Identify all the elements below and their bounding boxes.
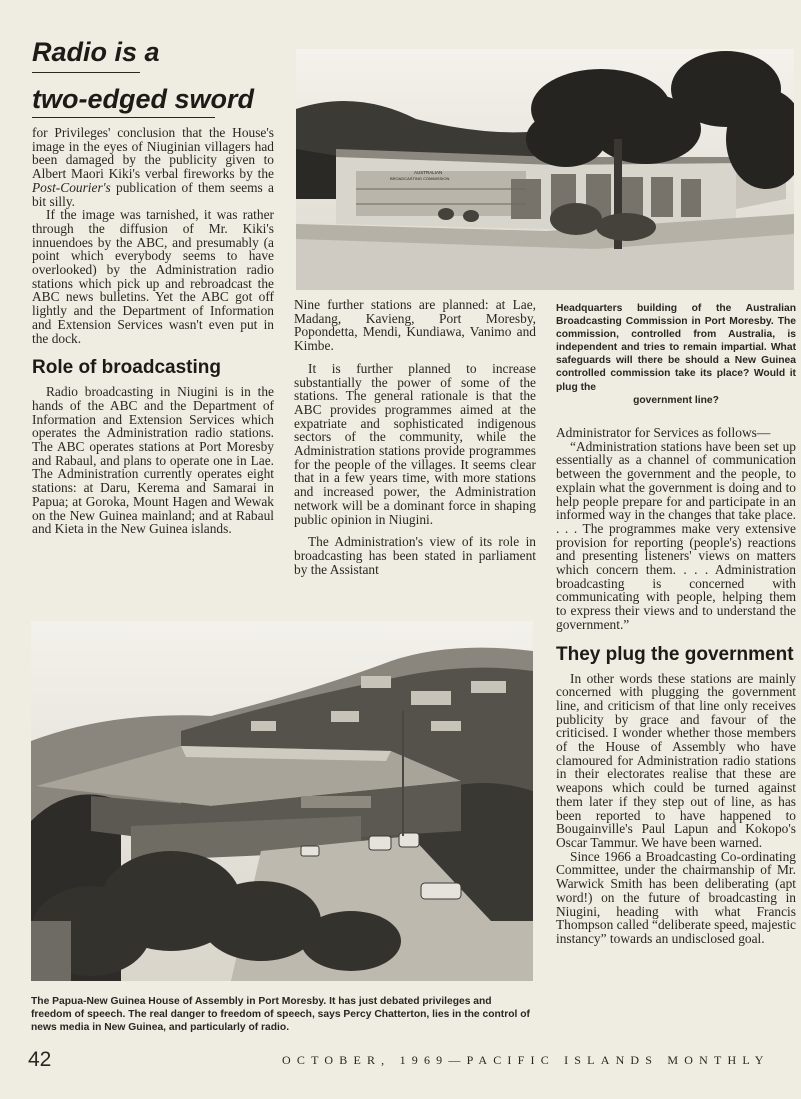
paragraph: “Administration stations have been set up essentially as a channel of communication between the government and the people, to explain what the government is doing and to help people prepare for and participate in an informed way in the changes that take place. . . . The programmes make very extensive provision for reporting (people's) reactions and presenting listeners' views on matters which concern them. . . . Administration broadcasting is concerned with communicating with people, helping them to express their views and to understand the government.” (556, 438, 796, 632)
caption-text: Headquarters building of the Australian Broadcasting Commission in Port Moresby. The commission, controlled from Australia, is independent and tries to remain impartial. What safeguards will there be should a New Guinea controlled commission take its place? Would it plug the (556, 303, 796, 393)
paragraph: If the image was tarnished, it was rather through the diffusion of Mr. Kiki's innuendoes by the ABC, and presumably (a point which everybody seems to have overlooked) by the Administration radio stations which pick up and rebroadcast the ABC news bulletins. Yet the ABC got off lightly and the Department of Information and Extension Services wasn't even put in the dock. (32, 207, 274, 346)
section-heading: Role of broadcasting (32, 357, 221, 379)
headline-line-1: Radio is a (32, 36, 140, 73)
paragraph: Radio broadcasting in Niugini is in the hands of the ABC and the Department of Information and Extension Services which operates the Administration radio stations. The ABC operates stations at Port Moresby and Rabaul, and plans to operate one in Lae. The Administration currently operates eight stations: at Daru, Kerema and Samarai in Papua; at Goroka, Mount Hagen and Wewak on the New Guinea mainland; and at Rabaul and Kieta in the New Guinea islands. (32, 384, 274, 537)
abc-headquarters-photo (296, 49, 794, 290)
building-sign-line-2: BROADCASTING COMMISSION (390, 176, 450, 181)
photo-caption-abc (556, 302, 796, 407)
column-2 (294, 298, 536, 576)
column-1 (32, 126, 274, 536)
section-heading: They plug the government (556, 643, 794, 665)
running-head: OCTOBER, 1969—PACIFIC ISLANDS MONTHLY (282, 1053, 770, 1067)
page-number: 42 (28, 1048, 52, 1071)
photo-caption-assembly: The Papua-New Guinea House of Assembly in Port Moresby. It has just debated privileges and freedom of speech. The real danger to freedom of speech, says Percy Chatterton, lies in the control of news media in New Guinea, and particularly of radio. (31, 996, 530, 1034)
paragraph: The Administration's view of its role in broadcasting has been stated in parliament by the Assistant (294, 534, 536, 577)
assembly-building-image (31, 621, 533, 981)
house-of-assembly-photo (31, 621, 533, 981)
paragraph: Nine further stations are planned: at Lae, Madang, Kavieng, Port Moresby, Popondetta, Mendi, Kundiawa, Vanimo and Kimbe. (294, 297, 536, 354)
abc-building-image (296, 49, 794, 290)
publication-name: Post-Courier's (32, 179, 111, 195)
article-headline (32, 36, 254, 118)
column-3 (556, 426, 796, 946)
caption-text-last-line: government line? (633, 394, 719, 406)
paragraph-text: for Privileges' conclusion that the House's image in the eyes of Niuginian villagers had been damaged by the publicity given to Albert Maori Kiki's verbal fireworks by the (32, 125, 274, 182)
paragraph: Since 1966 a Broadcasting Co-ordinating Committee, under the chairmanship of Mr. Warwick Smith has been deliberating (apt word!) on the future of broadcasting in Niugini, heading with what Francis Thompson called “deliberate speed, majestic instancy” towards an undisclosed goal. (556, 848, 796, 946)
paragraph: It is further planned to increase substantially the power of some of the stations. The general rationale is that the ABC provides programmes aimed at the expatriate and sophisticated indigenous sectors of the community, while the Administration stations provide programmes for the people of the villages. It seems clear that in a few years time, with more stations and increased power, the Administration network will be a dominant force in shaping public opinion in Niugini. (294, 360, 536, 527)
building-sign-line-1: AUSTRALIAN (414, 170, 443, 175)
paragraph: In other words these stations are mainly concerned with plugging the government line, and criticism of that line only receives publicity by grace and favour of the criticised. I wonder whether those members of the House of Assembly who have clamoured for Administration radio stations in their electorates realise that these are weapons which could be turned against them later if they step out of line, as has been reported to have happened to Bougainville's Paul Lapun and Kokopo's Oscar Tammur. We have been warned. (556, 670, 796, 850)
paragraph (32, 126, 274, 208)
paragraph-text: publication of them seems a bit silly. (32, 179, 274, 209)
paragraph: Administrator for Services as follows— (556, 425, 771, 440)
headline-line-2: two-edged sword (32, 83, 215, 118)
